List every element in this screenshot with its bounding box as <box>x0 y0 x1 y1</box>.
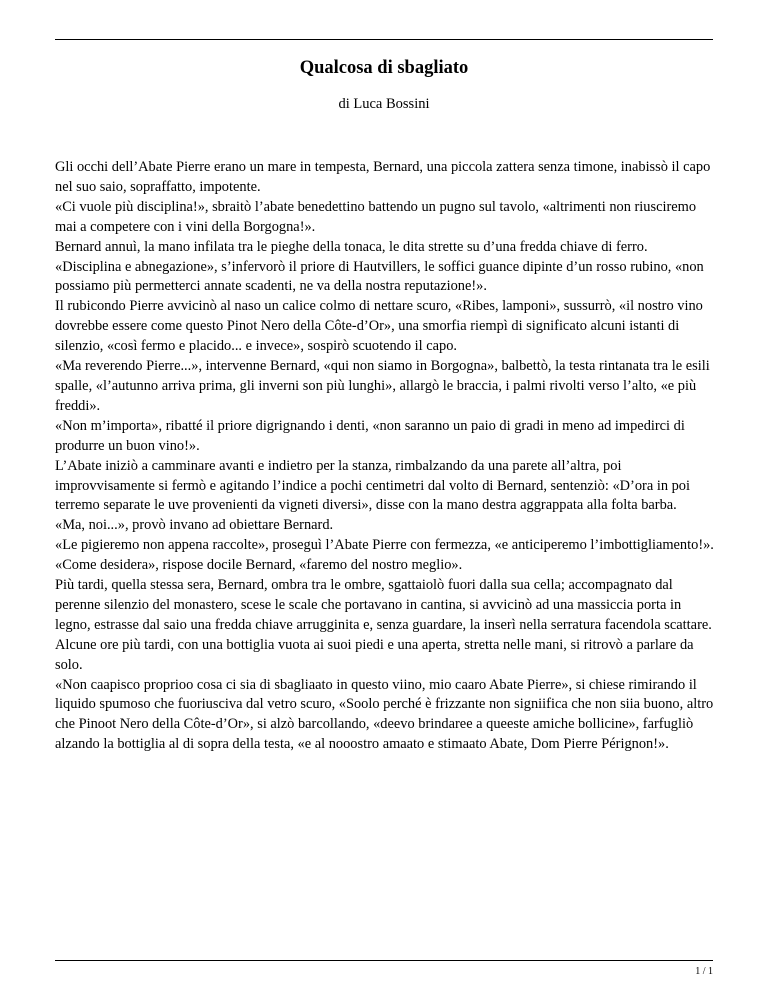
paragraph: «Ma reverendo Pierre...», intervenne Bernard, «qui non siamo in Borgogna», balbettò, la testa rintanata tra le esili spalle, «l’autunno arriva prima, gli inverni son più lunghi», allargò le braccia, i palmi rivolti verso l’alto, «e più freddi». <box>55 358 710 414</box>
header-rule <box>55 39 713 40</box>
story-body <box>55 158 715 755</box>
paragraph: Bernard annuì, la mano infilata tra le pieghe della tonaca, le dita strette su d’una fredda chiave di ferro. <box>55 238 648 255</box>
footer-rule <box>55 960 713 961</box>
document-author: di Luca Bossini <box>338 96 430 112</box>
paragraph: Alcune ore più tardi, con una bottiglia vuota ai suoi piedi e una aperta, stretta nelle mani, si ritrovò a parlare da solo. <box>55 636 694 673</box>
paragraph: «Non caapisco proprioo cosa ci sia di sbagliaato in questo viino, mio caaro Abate Pierre», si chiese rimirando il liquido spumoso che fuoriusciva dal vetro scuro, «Soolo perché è frizzante non signiifica che non siia buono, altro che Pinoot Nero della Côte-d’Or», si alzò barcollando, «deevo brindaree a queeste amiche bollicine», farfugliò alzando la bottiglia al di sopra della testa, «e al nooostro amaato e stimaato Abate, Dom Pierre Pérignon!». <box>55 676 714 753</box>
paragraph: «Ma, noi...», provò invano ad obiettare Bernard. <box>55 517 334 534</box>
paragraph: Il rubicondo Pierre avvicinò al naso un calice colmo di nettare scuro, «Ribes, lamponi», sussurrò, «il nostro vino dovrebbe essere come questo Pinot Nero della Côte-d’Or», una smorfia riempì di significato alcuni istanti di silenzio, «così fermo e placido... e invece», sospirò scuotendo il capo. <box>55 298 703 355</box>
paragraph: Più tardi, quella stessa sera, Bernard, ombra tra le ombre, sgattaiolò fuori dalla sua cella; accompagnato dal perenne silenzio del monastero, scese le scale che portavano in cantina, si avvicinò ad una massiccia porta in legno, estrasse dal saio una fredda chiave arrugginita e, senza guardare, la inserì nella serratura facendola scattare. <box>55 577 712 633</box>
paragraph: «Non m’importa», ribatté il priore digrignando i denti, «non saranno un paio di gradi in meno ad impedirci di produrre un buon vino!». <box>55 417 685 454</box>
paragraph: L’Abate iniziò a camminare avanti e indietro per la stanza, rimbalzando da una parete all’altra, poi improvvisamente si fermò e agitando l’indice a pochi centimetri dal volto di Bernard, sentenziò: «D’ora in poi terremo separate le uve provenienti da vigneti diversi», disse con la mano destra aggrappata alla folta barba. <box>55 457 691 514</box>
paragraph: Gli occhi dell’Abate Pierre erano un mare in tempesta, Bernard, una piccola zattera senza timone, inabissò il capo nel suo saio, sopraffatto, impotente. <box>55 159 711 195</box>
paragraph: «Ci vuole più disciplina!», sbraitò l’abate benedettino battendo un pugno sul tavolo, «altrimenti non riusciremo mai a competere con i vini della Borgogna!». <box>55 198 697 235</box>
paragraph: «Come desidera», rispose docile Bernard, «faremo del nostro meglio». <box>55 557 463 574</box>
paragraph: «Disciplina e abnegazione», s’infervorò il priore di Hautvillers, le soffici guance dipinte d’un rosso rubino, «non possiamo più permetterci annate scadenti, ne va della nostra reputazione!». <box>55 258 704 295</box>
page-number: 1 / 1 <box>695 966 713 977</box>
paragraph: «Le pigieremo non appena raccolte», proseguì l’Abate Pierre con fermezza, «e anticiperemo l’imbottigliamento!». <box>55 537 714 554</box>
document-title: Qualcosa di sbagliato <box>299 58 469 78</box>
